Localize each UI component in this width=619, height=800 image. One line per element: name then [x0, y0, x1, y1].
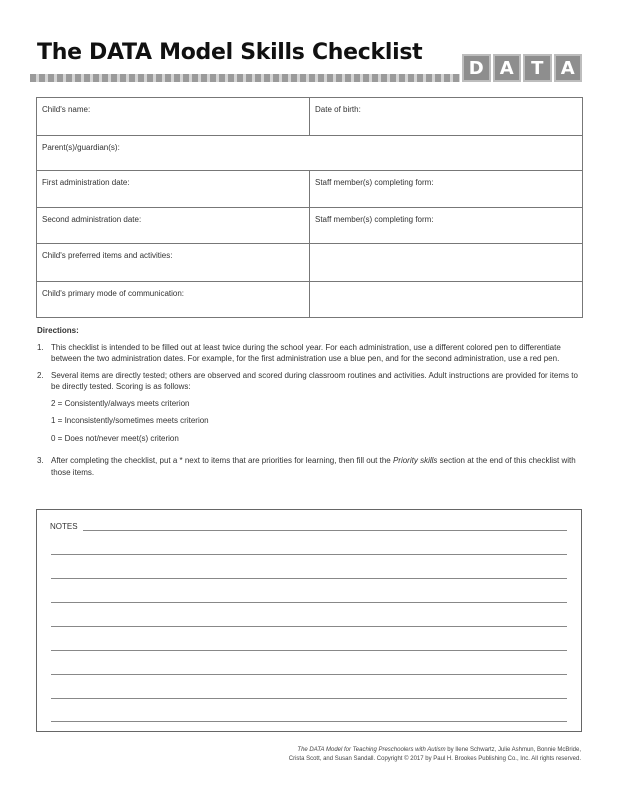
preferred-items-field[interactable]: [37, 244, 310, 282]
direction-number: 3.: [37, 456, 44, 465]
notes-box[interactable]: [36, 509, 582, 732]
notes-label: NOTES: [50, 522, 78, 531]
direction-item: [37, 455, 583, 478]
direction-text-part: After completing the checklist, put a * next to items that are priorities for learning, then fill out the: [51, 456, 393, 465]
field-label: Staff member(s) completing form:: [315, 178, 434, 187]
preferred-items-extra-field[interactable]: [310, 244, 583, 282]
parents-field[interactable]: [37, 136, 583, 171]
field-label: Child's preferred items and activities:: [42, 251, 173, 260]
notes-line: [51, 554, 567, 555]
notes-line: [51, 721, 567, 722]
notes-line: [51, 650, 567, 651]
staff-first-field[interactable]: [310, 171, 583, 208]
copyright-footer: [161, 746, 581, 764]
notes-line: [51, 698, 567, 699]
childs-name-field[interactable]: [37, 98, 310, 136]
direction-number: 2.: [37, 370, 44, 380]
book-title: The DATA Model for Teaching Preschoolers with Autism: [297, 747, 446, 753]
notes-line: [51, 602, 567, 603]
footer-authors: by Ilene Schwartz, Julie Ashmun, Bonnie McBride,: [445, 747, 581, 753]
direction-text: This checklist is intended to be filled out at least twice during the school year. For each administration, use a different colored pen to differentiate between the two administration dates. For example, for the first administration use a blue pen, and for the second administration, use a red pen.: [51, 342, 561, 363]
footer-copyright: Crista Scott, and Susan Sandall. Copyright © 2017 by Paul H. Brookes Publishing Co., Inc. All rights reserved.: [288, 756, 581, 762]
direction-text: Several items are directly tested; others are observed and scored during classroom routines and activities. Adult instructions are provided for items to be directly tested. Scoring is as follows:: [51, 370, 578, 391]
title-divider: [30, 74, 460, 82]
directions-section: [37, 325, 583, 483]
score-2: 2 = Consistently/always meets criterion: [51, 398, 190, 408]
field-label: Child's primary mode of communication:: [42, 289, 185, 298]
direction-item: [37, 370, 583, 451]
communication-mode-extra-field[interactable]: [310, 282, 583, 318]
field-label: Date of birth:: [315, 105, 361, 114]
logo-letter: A: [493, 54, 522, 82]
field-label: Staff member(s) completing form:: [315, 215, 434, 224]
logo-letter: T: [523, 54, 552, 82]
direction-text-part: section at the end of this checklist with those items.: [51, 456, 576, 477]
notes-line: [83, 530, 567, 531]
score-0: 0 = Does not/never meet(s) criterion: [51, 433, 179, 443]
direction-item: [37, 342, 583, 365]
notes-line: [51, 626, 567, 627]
child-info-form: [36, 97, 583, 318]
date-of-birth-field[interactable]: [310, 98, 583, 136]
notes-line: [51, 674, 567, 675]
logo-letter: A: [554, 54, 583, 82]
logo-letter: D: [462, 54, 491, 82]
directions-heading: Directions:: [37, 326, 79, 335]
communication-mode-field[interactable]: [37, 282, 310, 318]
field-label: Second administration date:: [42, 215, 142, 224]
first-admin-date-field[interactable]: [37, 171, 310, 208]
page-title: The DATA Model Skills Checklist: [37, 40, 423, 65]
priority-skills-emphasis: Priority skills: [392, 456, 438, 465]
direction-number: 1.: [37, 342, 44, 352]
second-admin-date-field[interactable]: [37, 208, 310, 244]
staff-second-field[interactable]: [310, 208, 583, 244]
notes-line: [51, 578, 567, 579]
score-1: 1 = Inconsistently/sometimes meets criterion: [51, 416, 209, 425]
data-logo: [462, 54, 582, 82]
field-label: Parent(s)/guardian(s):: [42, 143, 120, 152]
field-label: First administration date:: [42, 178, 130, 187]
field-label: Child's name:: [42, 105, 91, 114]
direction-text: [51, 455, 583, 478]
